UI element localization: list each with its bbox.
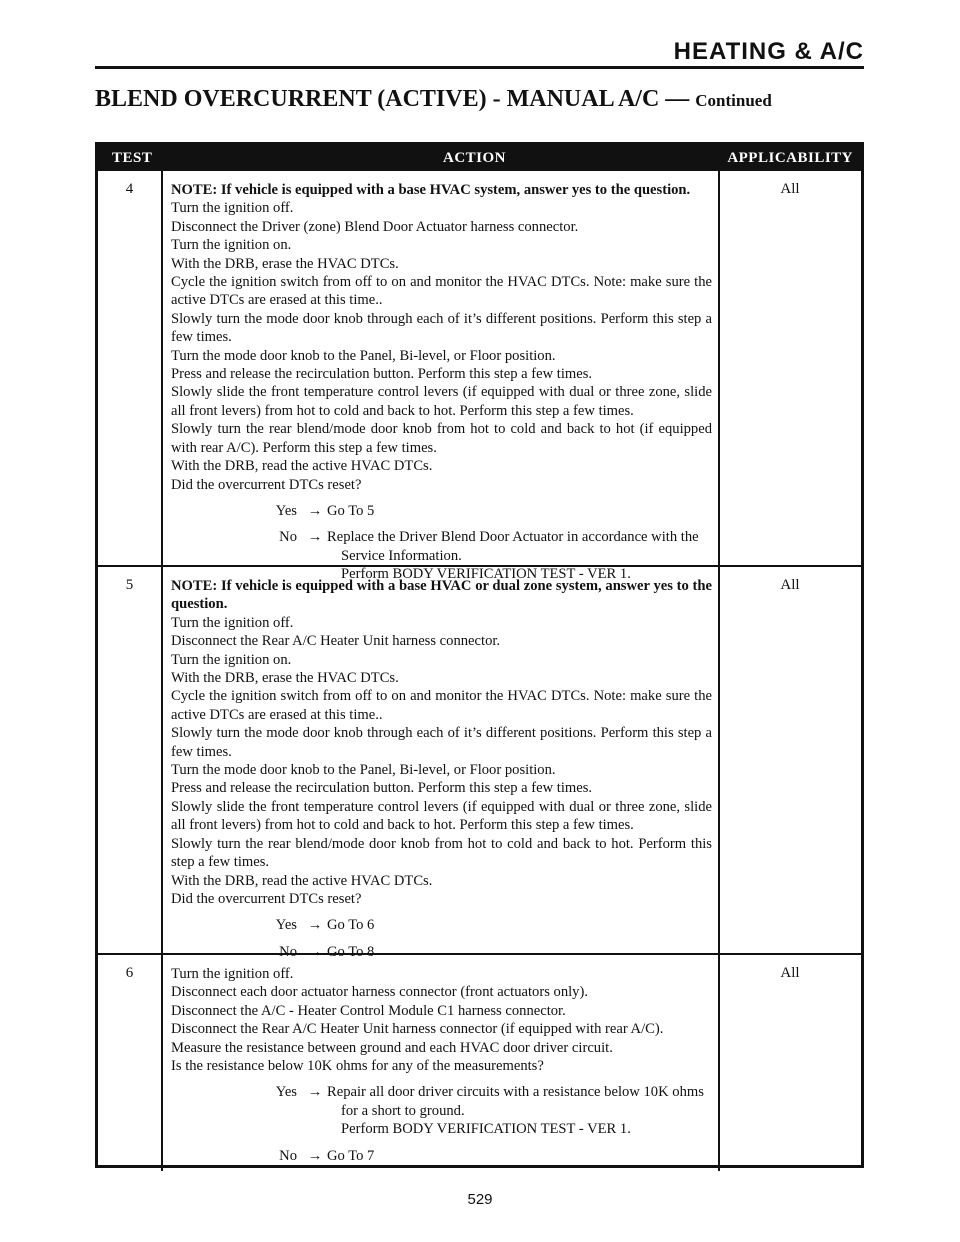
arrow-right-icon: → — [307, 943, 323, 960]
no-result — [327, 1147, 712, 1165]
no-label: No — [279, 943, 297, 960]
yes-result — [327, 502, 712, 520]
action-step: Did the overcurrent DTCs reset? — [171, 890, 362, 907]
header-action: ACTION — [443, 150, 507, 166]
action-step: Slowly turn the rear blend/mode door knob from hot to cold and back to hot. Perform this step a few times. — [171, 835, 712, 871]
action-step: Disconnect the Rear A/C Heater Unit harness connector (if equipped with rear A/C). — [171, 1021, 664, 1038]
header-applicability: APPLICABILITY — [727, 150, 853, 166]
yes-result-continuation: Perform BODY VERIFICATION TEST - VER 1. — [341, 1121, 631, 1138]
action-step: Did the overcurrent DTCs reset? — [171, 476, 362, 493]
action-step: Press and release the recirculation button. Perform this step a few times. — [171, 780, 593, 797]
action-step: Is the resistance below 10K ohms for any of the measurements? — [171, 1058, 544, 1075]
action-step: With the DRB, read the active HVAC DTCs. — [171, 458, 433, 475]
no-label: No — [279, 529, 297, 546]
action-cell — [165, 171, 720, 583]
action-step: With the DRB, read the active HVAC DTCs. — [171, 872, 433, 889]
no-result-continuation: Service Information. — [341, 547, 462, 564]
no-result-text: Go To 8 — [327, 943, 375, 960]
arrow-right-icon: → — [307, 529, 323, 546]
table-row — [98, 171, 861, 583]
action-step: Turn the mode door knob to the Panel, Bi-level, or Floor position. — [171, 347, 556, 364]
yes-label: Yes — [275, 917, 297, 934]
section-title-text: BLEND OVERCURRENT (ACTIVE) - MANUAL A/C — — [95, 86, 690, 112]
action-step: Turn the ignition off. — [171, 966, 294, 982]
yes-label: Yes — [275, 1084, 297, 1101]
action-step: Disconnect the Rear A/C Heater Unit harness connector. — [171, 633, 501, 650]
no-result-text: Replace the Driver Blend Door Actuator in accordance with the — [327, 529, 699, 546]
no-label: No — [279, 1147, 297, 1164]
yes-result — [327, 1083, 712, 1138]
yes-result-continuation: for a short to ground. — [341, 1102, 465, 1119]
yes-option — [171, 502, 712, 520]
action-step: Turn the ignition off. — [171, 614, 294, 631]
no-option — [171, 1147, 712, 1165]
yes-option — [171, 916, 712, 934]
header-rule — [95, 66, 864, 69]
action-step: Turn the ignition on. — [171, 237, 292, 254]
test-number: 4 — [98, 171, 163, 565]
action-step: With the DRB, erase the HVAC DTCs. — [171, 255, 399, 272]
applicability-value: All — [780, 577, 800, 593]
page-number: 529 — [467, 1191, 493, 1208]
table-body — [98, 171, 861, 1171]
arrow-right-icon: → — [307, 1084, 323, 1101]
action-step: Disconnect the A/C - Heater Control Module C1 harness connector. — [171, 1002, 566, 1019]
action-step: Slowly turn the mode door knob through each of it’s different positions. Perform this step a few times. — [171, 725, 712, 760]
action-step: Disconnect each door actuator harness connector (front actuators only). — [171, 984, 588, 1001]
action-step: Measure the resistance between ground and each HVAC door driver circuit. — [171, 1039, 613, 1056]
action-step: Slowly turn the mode door knob through each of it’s different positions. Perform this step a few times. — [171, 310, 712, 346]
applicability-value: All — [780, 965, 800, 981]
section-title-continued: Continued — [695, 91, 772, 110]
action-step: Press and release the recirculation button. Perform this step a few times. — [171, 366, 593, 383]
test-number: 6 — [98, 955, 163, 1171]
action-step: Turn the mode door knob to the Panel, Bi-level, or Floor position. — [171, 762, 556, 779]
action-step: With the DRB, erase the HVAC DTCs. — [171, 670, 399, 687]
diagnostic-table — [95, 142, 864, 1168]
arrow-right-icon: → — [307, 502, 323, 519]
yes-result-text: Go To 6 — [327, 917, 375, 934]
action-step: Turn the ignition on. — [171, 651, 292, 668]
action-note: NOTE: If vehicle is equipped with a base HVAC system, answer yes to the question. — [171, 182, 691, 198]
arrow-right-icon: → — [307, 1147, 323, 1164]
applicability-value: All — [780, 181, 800, 197]
action-step: Slowly slide the front temperature control levers (if equipped with dual or three zone, slide all front levers) from hot to cold and back to hot. Perform this step a few times. — [171, 384, 712, 419]
action-step: Cycle the ignition switch from off to on and monitor the HVAC DTCs. Note: make sure the active DTCs are erased at this time.. — [171, 688, 712, 723]
running-header-title: HEATING & A/C — [673, 38, 864, 65]
action-step: Disconnect the Driver (zone) Blend Door Actuator harness connector. — [171, 218, 579, 235]
action-step: Cycle the ignition switch from off to on and monitor the HVAC DTCs. Note: make sure the active DTCs are erased at this time.. — [171, 274, 712, 309]
action-step: Turn the ignition off. — [171, 200, 294, 217]
yes-option — [171, 1083, 712, 1138]
test-number: 5 — [98, 567, 163, 953]
arrow-right-icon: → — [307, 917, 323, 934]
action-cell — [165, 955, 720, 1171]
section-title — [95, 86, 772, 113]
table-header — [98, 145, 861, 171]
yes-result-text: Repair all door driver circuits with a resistance below 10K ohms — [327, 1084, 704, 1101]
action-note: NOTE: If vehicle is equipped with a base HVAC or dual zone system, answer yes to the question. — [171, 578, 712, 613]
no-result-text: Go To 7 — [327, 1147, 375, 1164]
action-cell — [165, 567, 720, 960]
action-step: Slowly turn the rear blend/mode door knob from hot to cold and back to hot (if equipped with rear A/C). Perform this step a few times. — [171, 421, 712, 456]
yes-result-text: Go To 5 — [327, 502, 375, 519]
yes-result — [327, 916, 712, 934]
table-row — [98, 955, 861, 1171]
no-result-continuation: Perform BODY VERIFICATION TEST - VER 1. — [341, 566, 631, 583]
table-row — [98, 567, 861, 960]
header-test: TEST — [112, 150, 153, 166]
action-step: Slowly slide the front temperature control levers (if equipped with dual or three zone, slide all front levers) from hot to cold and back to hot. Perform this step a few times. — [171, 798, 712, 834]
yes-label: Yes — [275, 502, 297, 519]
